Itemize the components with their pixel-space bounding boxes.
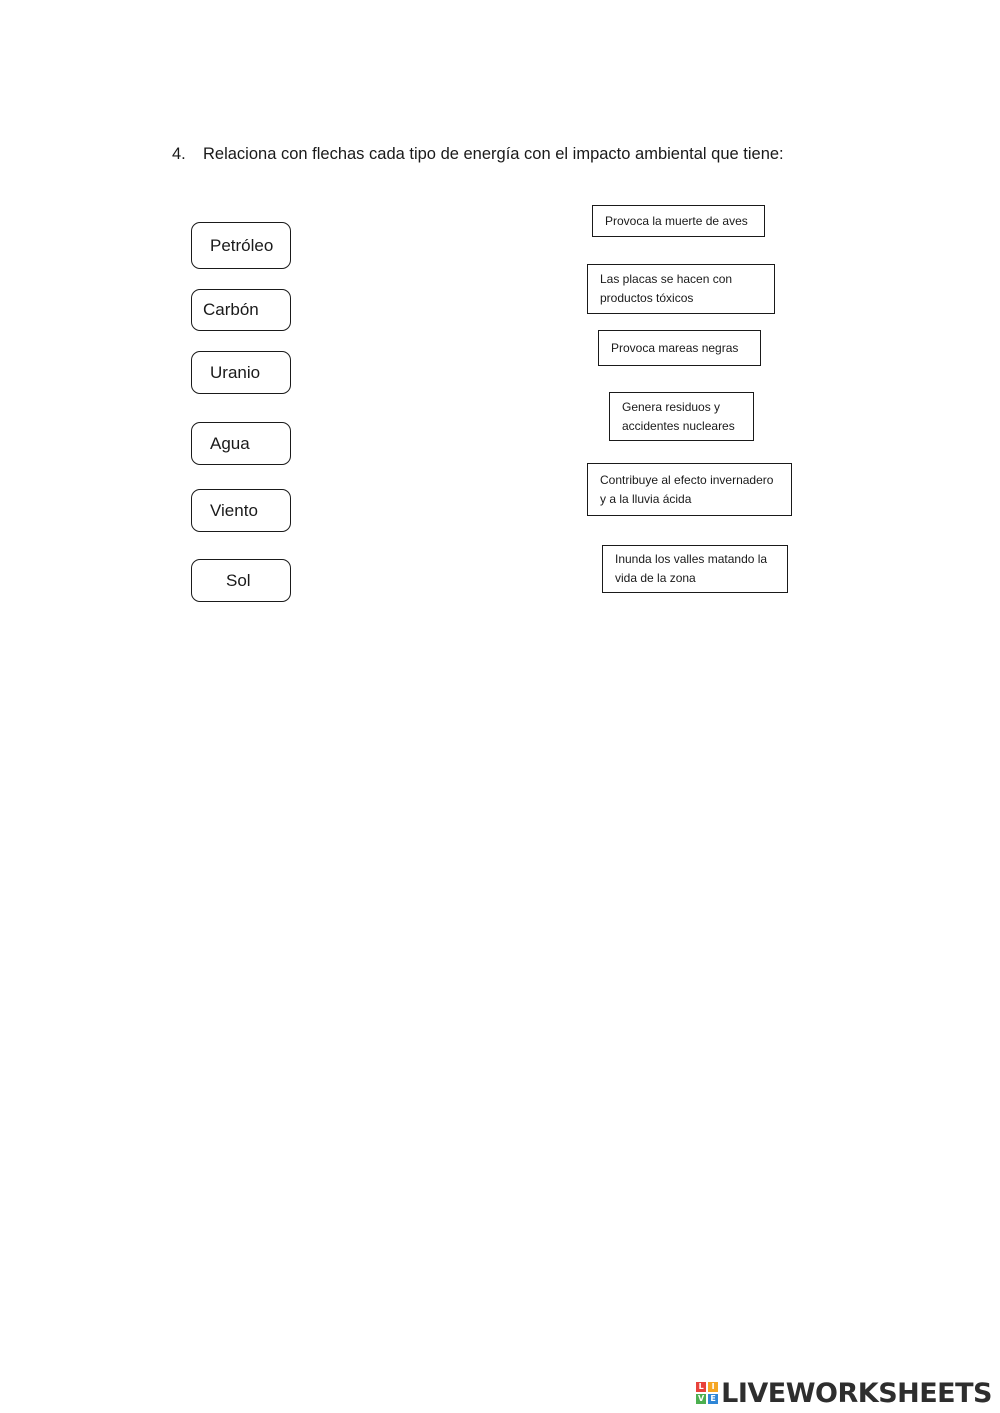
impact-label: Provoca la muerte de aves	[605, 213, 748, 228]
energy-box-petroleo[interactable]	[191, 222, 291, 269]
question-title	[172, 145, 784, 164]
impact-label: Genera residuos y accidentes nucleares	[622, 399, 735, 433]
logo-icon	[696, 1382, 718, 1404]
impact-box-nucleares[interactable]	[609, 392, 754, 441]
energy-label: Petróleo	[210, 235, 274, 255]
impact-box-placas[interactable]	[587, 264, 775, 314]
impact-box-aves[interactable]	[592, 205, 765, 237]
impact-box-valles[interactable]	[602, 545, 788, 593]
logo-text: LIVEWORKSHEETS	[721, 1377, 992, 1409]
energy-box-sol[interactable]	[191, 559, 291, 602]
question-text: Relaciona con flechas cada tipo de energía con el impacto ambiental que tiene:	[203, 145, 784, 163]
energy-label: Sol	[226, 570, 251, 590]
energy-box-carbon[interactable]	[191, 289, 291, 331]
impact-label: Las placas se hacen con productos tóxicos	[600, 272, 733, 305]
impact-label: Contribuye al efecto invernadero y a la lluvia ácida	[600, 472, 774, 506]
logo-letter: V	[698, 1394, 705, 1403]
question-number: 4.	[172, 145, 186, 163]
impact-box-mareas[interactable]	[598, 330, 761, 366]
energy-box-viento[interactable]	[191, 489, 291, 532]
impact-label: Provoca mareas negras	[611, 340, 739, 355]
logo-letter: E	[708, 1394, 718, 1404]
energy-box-uranio[interactable]	[191, 351, 291, 394]
impact-label: Inunda los valles matando la vida de la zona	[615, 552, 768, 585]
energy-box-agua[interactable]	[191, 422, 291, 465]
energy-label: Agua	[210, 433, 250, 453]
energy-label: Uranio	[210, 362, 261, 382]
energy-label: Carbón	[203, 300, 259, 319]
liveworksheets-logo	[696, 1377, 992, 1409]
energy-label: Viento	[210, 500, 258, 520]
impact-box-invernadero[interactable]	[587, 463, 792, 516]
logo-letter: I	[708, 1382, 718, 1392]
logo-letter: L	[696, 1382, 706, 1392]
